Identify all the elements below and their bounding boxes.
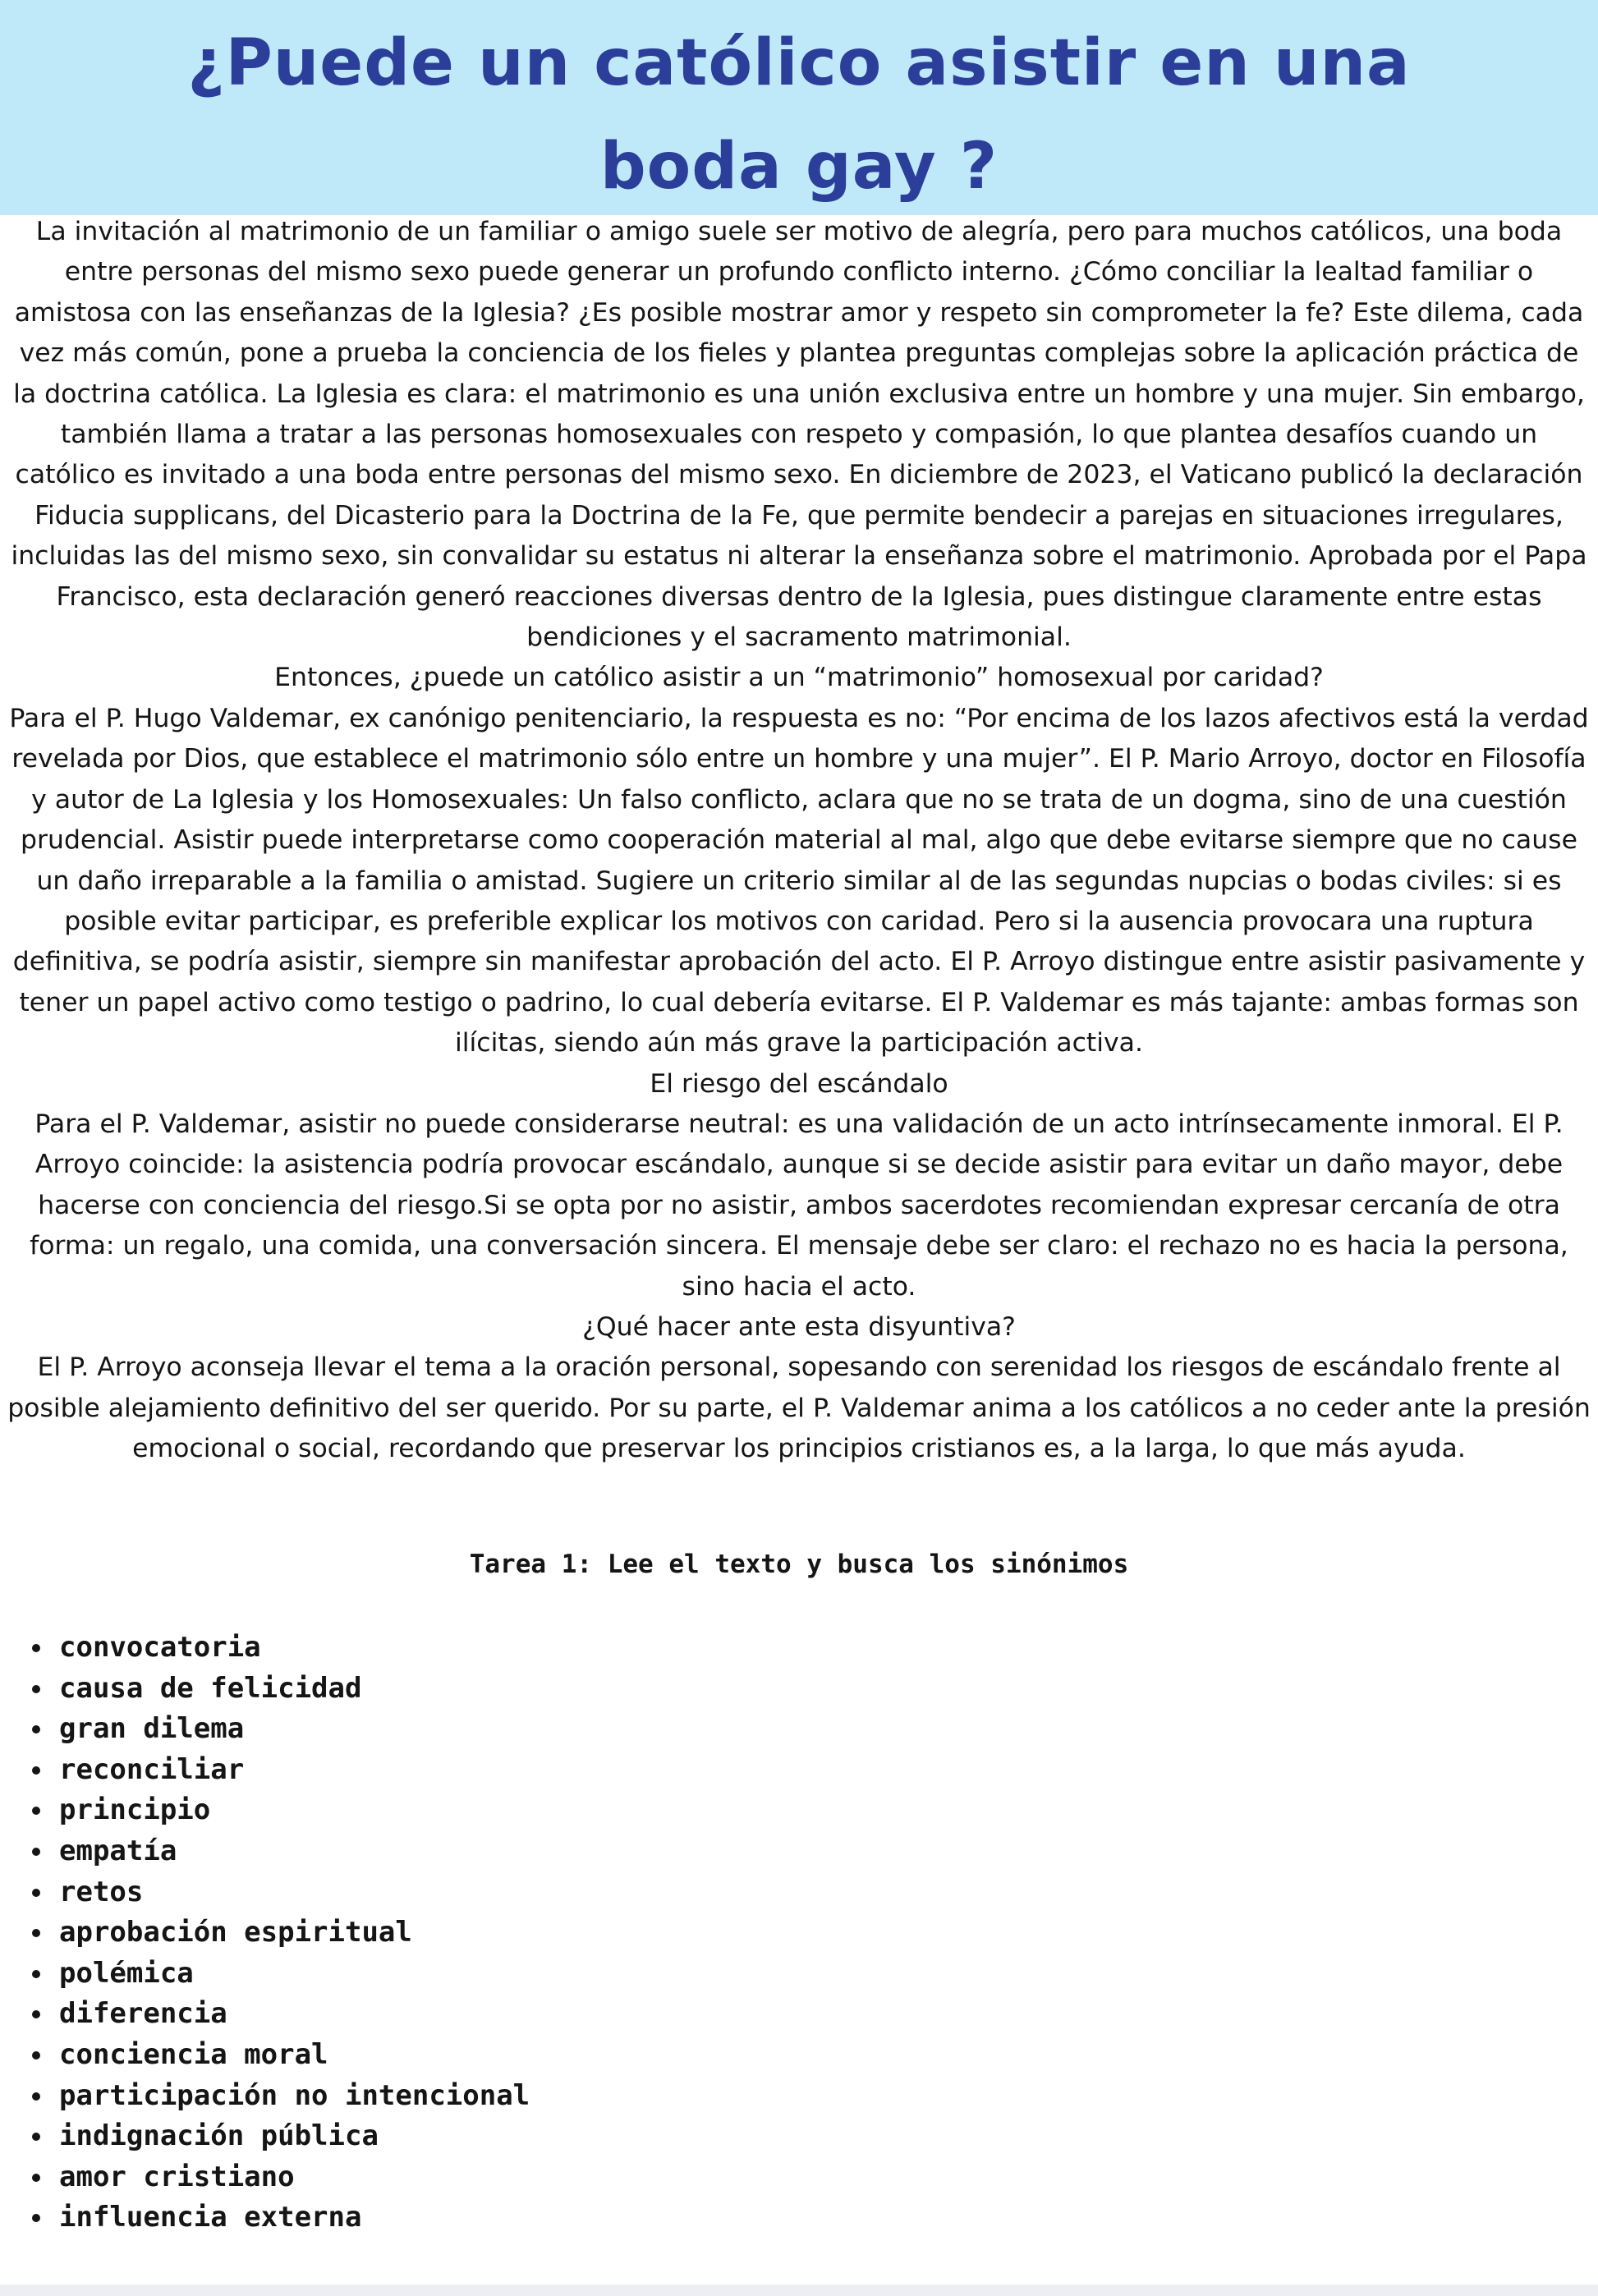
- page-title: [0, 11, 1598, 218]
- synonym-text: reconciliar: [59, 1752, 245, 1786]
- synonym-text: aprobación espiritual: [59, 1916, 412, 1949]
- bullet-icon: [32, 2092, 40, 2101]
- synonym-text: influencia externa: [59, 2201, 362, 2234]
- synonym-list: [25, 1628, 530, 2239]
- bullet-icon: [32, 1929, 40, 1937]
- bullet-icon: [32, 2214, 40, 2222]
- bullet-icon: [32, 1685, 40, 1693]
- synonym-text: polémica: [59, 1956, 194, 1990]
- synonym-text: participación no intencional: [59, 2078, 530, 2112]
- bullet-icon: [32, 1725, 40, 1733]
- bullet-icon: [32, 1644, 40, 1652]
- synonym-text: convocatoria: [59, 1631, 261, 1664]
- list-item: [25, 1954, 530, 1995]
- list-item: [25, 1831, 530, 1872]
- list-item: [25, 1994, 530, 2035]
- list-item: [25, 2197, 530, 2239]
- synonym-text: retos: [59, 1875, 144, 1908]
- synonym-text: empatía: [59, 1834, 177, 1867]
- list-item: [25, 1709, 530, 1750]
- list-item: [25, 1750, 530, 1791]
- synonym-text: causa de felicidad: [59, 1671, 362, 1705]
- list-item: [25, 1913, 530, 1954]
- synonym-text: conciencia moral: [59, 2037, 328, 2071]
- list-item: [25, 1628, 530, 1669]
- section-heading-dilemma: ¿Qué hacer ante esta disyuntiva?: [582, 1311, 1016, 1342]
- list-item: [25, 2035, 530, 2076]
- list-item: [25, 2157, 530, 2198]
- list-item: [25, 1790, 530, 1831]
- synonym-text: gran dilema: [59, 1712, 245, 1746]
- title-line-1: ¿Puede un católico asistir en una: [187, 26, 1411, 100]
- paragraph-advice: El P. Arroyo aconseja llevar el tema a la oración personal, sopesando con serenidad los riesgos de escándalo frente al posible alejamiento definitivo del ser querido. Por su parte, el P. Valdemar anima a los católicos a no ceder ante la presión emocional o social, recordando que preservar los principios cristianos es, a la larga, lo que más ayuda.: [7, 1352, 1591, 1464]
- section-heading-scandal: El riesgo del escándalo: [650, 1068, 948, 1099]
- list-item: [25, 1872, 530, 1913]
- synonym-text: principio: [59, 1793, 211, 1827]
- title-line-2: boda gay ?: [599, 130, 999, 204]
- article-body: [7, 212, 1591, 1470]
- bullet-icon: [32, 1970, 40, 1978]
- paragraph-opinions: Para el P. Hugo Valdemar, ex canónigo penitenciario, la respuesta es no: “Por encima de los lazos afectivos está la verdad revelada por Dios, que establece el matrimonio sólo entre un hombre y una mujer”. El P. Mario Arroyo, doctor en Filosofía y autor de La Iglesia y los Homosexuales: Un falso conflicto, aclara que no se trata de un dogma, sino de una cuestión prudencial. Asistir puede interpretarse como cooperación material al mal, algo que debe evitarse siempre que no cause un daño irreparable a la familia o amistad. Sugiere un criterio similar al de las segundas nupcias o bodas civiles: si es posible evitar participar, es preferible explicar los motivos con caridad. Pero si la ausencia provocara una ruptura definitiva, se podría asistir, siempre sin manifestar aprobación del acto. El P. Arroyo distingue entre asistir pasivamente y tener un papel activo como testigo o padrino, lo cual debería evitarse. El P. Valdemar es más tajante: ambas formas son ilícitas, siendo aún más grave la participación activa.: [9, 703, 1589, 1058]
- synonym-text: amor cristiano: [59, 2160, 295, 2193]
- list-item: [25, 2076, 530, 2117]
- bullet-icon: [32, 1848, 40, 1856]
- paragraph-intro: La invitación al matrimonio de un familiar o amigo suele ser motivo de alegría, pero para muchos católicos, una boda entre personas del mismo sexo puede generar un profundo conflicto interno. ¿Cómo conciliar la lealtad familiar o amistosa con las enseñanzas de la Iglesia? ¿Es posible mostrar amor y respeto sin comprometer la fe? Este dilema, cada vez más común, pone a prueba la conciencia de los fieles y plantea preguntas complejas sobre la aplicación práctica de la doctrina católica. La Iglesia es clara: el matrimonio es una unión exclusiva entre un hombre y una mujer. Sin embargo, también llama a tratar a las personas homosexuales con respeto y compasión, lo que plantea desafíos cuando un católico es invitado a una boda entre personas del mismo sexo. En diciembre de 2023, el Vaticano publicó la declaración Fiducia supplicans, del Dicasterio para la Doctrina de la Fe, que permite bendecir a parejas en situaciones irregulares, incluidas las del mismo sexo, sin convalidar su estatus ni alterar la enseñanza sobre el matrimonio. Aprobada por el Papa Francisco, esta declaración generó reacciones diversas dentro de la Iglesia, pues distingue claramente entre estas bendiciones y el sacramento matrimonial.: [11, 217, 1587, 653]
- list-item: [25, 2116, 530, 2157]
- paragraph-scandal: Para el P. Valdemar, asistir no puede considerarse neutral: es una validación de un acto intrínsecamente inmoral. El P. Arroyo coincide: la asistencia podría provocar escándalo, aunque si se decide asistir para evitar un daño mayor, debe hacerse con conciencia del riesgo.Si se opta por no asistir, ambos sacerdotes recomiendan expresar cercanía de otra forma: un regalo, una comida, una conversación sincera. El mensaje debe ser claro: el rechazo no es hacia la persona, sino hacia el acto.: [30, 1109, 1568, 1302]
- task-instruction: Tarea 1: Lee el texto y busca los sinónimos: [469, 1550, 1129, 1579]
- bullet-icon: [32, 1807, 40, 1815]
- bullet-icon: [32, 2010, 40, 2018]
- bullet-icon: [32, 1889, 40, 1897]
- bullet-icon: [32, 1766, 40, 1775]
- synonym-text: diferencia: [59, 1997, 227, 2031]
- bullet-icon: [32, 2051, 40, 2060]
- synonym-text: indignación pública: [59, 2119, 379, 2153]
- list-item: [25, 1669, 530, 1710]
- paragraph-question: Entonces, ¿puede un católico asistir a un “matrimonio” homosexual por caridad?: [274, 663, 1324, 693]
- bullet-icon: [32, 2174, 40, 2182]
- bullet-icon: [32, 2133, 40, 2141]
